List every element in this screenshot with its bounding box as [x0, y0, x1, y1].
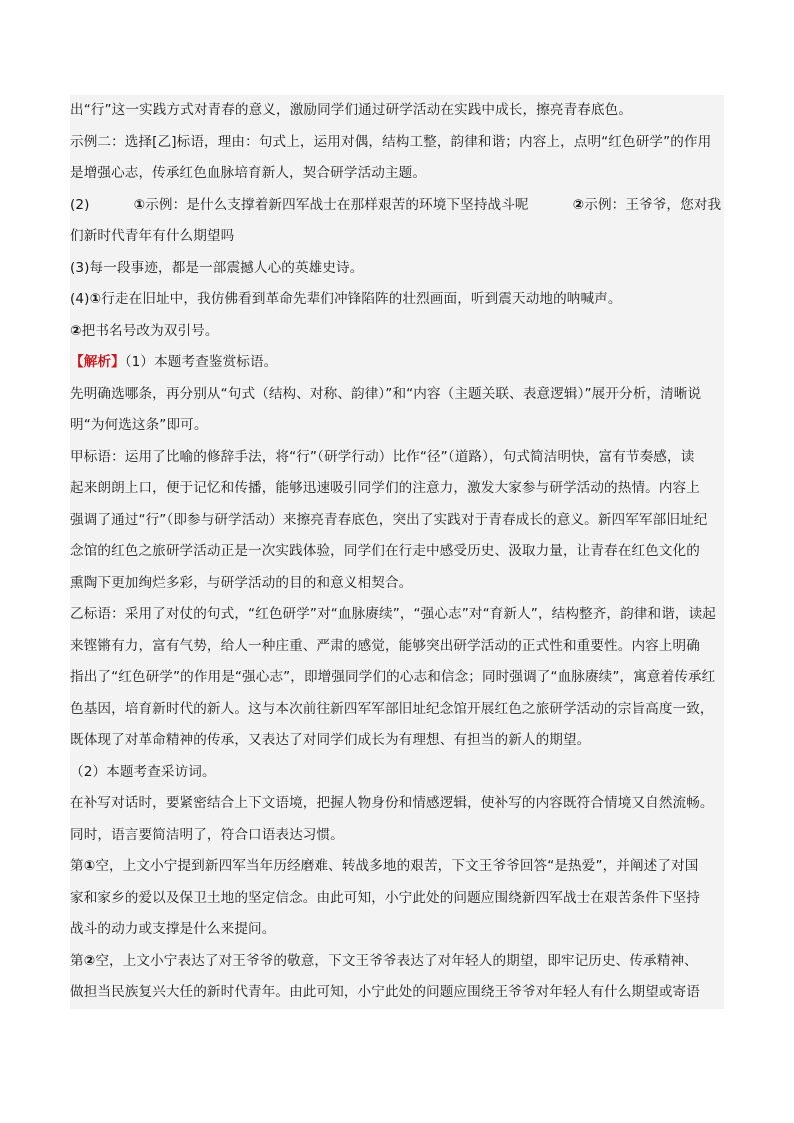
text-line: 家和家乡的爱以及保卫土地的坚定信念。由此可知，小宁此处的问题应围绕新四军战士在艰苦条件下坚持 — [70, 889, 700, 906]
analysis-tag: 【解析】 — [70, 354, 125, 370]
blank-2-line — [70, 946, 724, 978]
circled-number: ② — [83, 952, 96, 969]
text-line: 来铿锵有力，富有气势，给人一种庄重、严肃的感觉，能够突出研学活动的正式性和重要性。内容上明确 — [70, 637, 700, 654]
circled-number: ① — [133, 196, 146, 213]
circled-number: ② — [572, 196, 585, 213]
analysis-heading-line — [70, 347, 724, 379]
blank-1-line — [70, 851, 724, 883]
text-line: 起来朗朗上口，便于记忆和传播，能够迅速吸引同学们的注意力，激发大家参与研学活动的热情。内容上 — [70, 480, 700, 496]
text-line: 示例二：选择[乙]标语，理由：句式上，运用对偶，结构工整，韵律和谐；内容上，点明“红色研学”的作用 — [70, 133, 712, 150]
text-line: （2）本题考查采访词。 — [70, 763, 216, 780]
text-prefix: 第 — [70, 952, 84, 969]
circled-number: ② — [70, 322, 82, 339]
text-line: 先明确选哪条，再分别从“句式（结构、对称、韵律）”和“内容（主题关联、表意逻辑）”展开分析，清晰说 — [70, 385, 702, 402]
text-line: 既体现了对革命精神的传承，又表达了对同学们成长为有理想、有担当的新人的期望。 — [70, 732, 591, 748]
text-line: 明“为何选这条”即可。 — [70, 417, 208, 433]
text-line: 乙标语：采用了对仗的句式，“红色研学”对“血脉赓续”，“强心志”对“育新人”，结构整齐，韵律和谐，读起 — [70, 606, 716, 622]
text-line: 念馆的红色之旅研学活动正是一次实践体验，同学们在行走中感受历史、汲取力量，让青春在红色文化的 — [70, 543, 700, 559]
answer-4b-line — [70, 316, 724, 348]
answer-text: 示例：是什么支撑着新四军战士在那样艰苦的环境下坚持战斗呢 — [145, 196, 529, 213]
text-line: (3)每一段事迹，都是一部震撼人心的英雄史诗。 — [70, 259, 364, 276]
answer-4-line — [70, 284, 724, 316]
text-line: 在补写对话时，要紧密结合上下文语境，把握人物身份和情感逻辑，使补写的内容既符合情境又自然流畅。 — [70, 795, 714, 811]
analysis-text: （1）本题考查鉴赏标语。 — [124, 354, 278, 370]
text-line: 出“行”这一实践方式对青春的意义，激励同学们通过研学活动在实践中成长，擦亮青春底色。 — [70, 102, 633, 118]
text-line: 指出了“红色研学”的作用是“强心志”，即增强同学们的心志和信念；同时强调了“血脉赓续”，寓意着传承红 — [70, 669, 716, 685]
document-body — [70, 95, 724, 1009]
text-line: 做担当民族复兴大任的新时代青年。由此可知，小宁此处的问题应围绕王爷爷对年轻人有什么期望或寄语 — [70, 984, 700, 1000]
answer-2-line — [70, 190, 724, 222]
text-line: 战斗的动力或支撑是什么来提问。 — [70, 921, 276, 937]
text-line: 熏陶下更加绚烂多彩，与研学活动的目的和意义相契合。 — [70, 574, 413, 591]
answer-text: 行走在旧址中，我仿佛看到革命先辈们冲锋陷阵的壮烈画面，听到震天动地的呐喊声。 — [101, 291, 622, 307]
item-number: (2) — [70, 196, 90, 213]
analysis-text: 空，上文小宁表达了对王爷爷的敬意，下文王爷爷表达了对年轻人的期望，即牢记历史、传承精神、 — [95, 952, 698, 969]
text-prefix: 第 — [70, 858, 84, 874]
answer-text: 示例：王爷爷，您对我 — [584, 196, 722, 213]
text-line: 同时，语言要简洁明了，符合口语表达习惯。 — [70, 826, 344, 843]
text-line: 甲标语：运用了比喻的修辞手法，将“行”（研学行动）比作“径”（道路），句式简洁明快，富有节奏感，读 — [70, 448, 695, 465]
answer-text: 把书名号改为双引号。 — [81, 322, 219, 339]
item-number: (4) — [70, 291, 90, 307]
text-line: 是增强心志，传承红色血脉培育新人，契合研学活动主题。 — [70, 165, 427, 181]
analysis-text: 空，上文小宁提到新四军当年历经磨难、转战多地的艰苦，下文王爷爷回答“是热爱”，并阐述了对国 — [95, 858, 699, 874]
circled-number: ① — [89, 291, 102, 307]
text-line: 们新时代青年有什么期望吗 — [70, 228, 235, 244]
text-line: 色基因，培育新时代的新人。这与本次前往新四军军部旧址纪念馆开展红色之旅研学活动的宗旨高度一致， — [70, 700, 714, 717]
text-line: 强调了通过“行”（即参与研学活动）来擦亮青春底色，突出了实践对于青春成长的意义。新四军军部旧址纪 — [70, 511, 708, 528]
circled-number: ① — [83, 858, 96, 874]
